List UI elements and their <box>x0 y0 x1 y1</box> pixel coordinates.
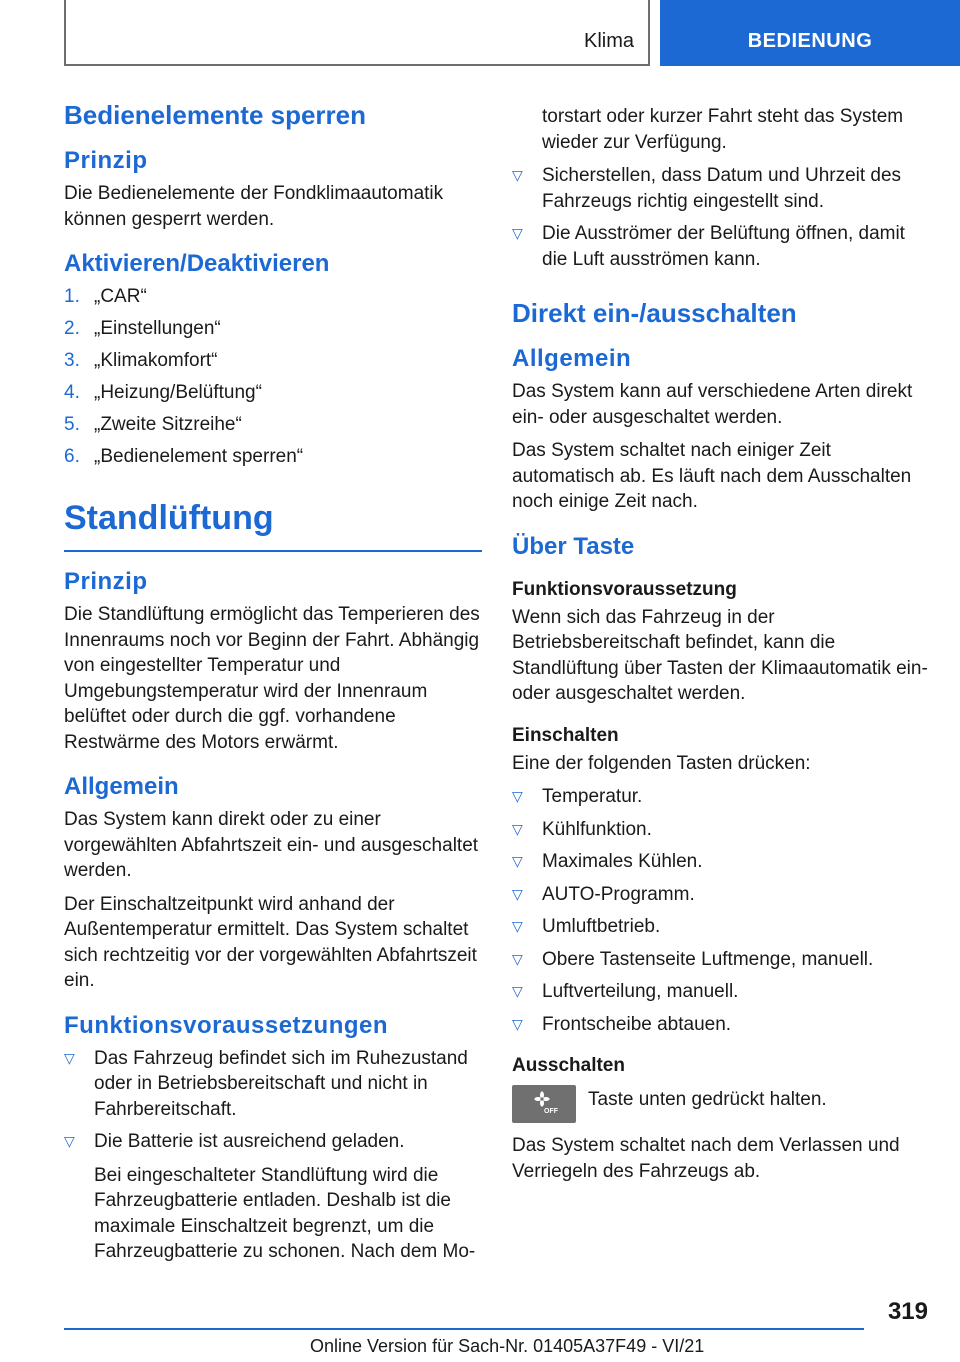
list-item: ▽ Maximales Kühlen. <box>512 849 930 875</box>
list-item: ▽ Sicherstellen, dass Datum und Uhrzeit des Fahrzeugs richtig eingestellt sind. <box>512 165 902 212</box>
einschalten-list <box>512 784 930 1037</box>
list-item: ▽ Luftverteilung, manuell. <box>512 979 930 1005</box>
list-item: 6. „Bedienelement sperren“ <box>64 446 304 467</box>
list-item: ▽ Obere Tastenseite Luftmenge, manuell. <box>512 947 930 973</box>
paragraph-allgemein-right-1: Das System kann auf verschiedene Arten direkt ein- oder ausgeschaltet werden. <box>512 381 913 428</box>
right-column <box>512 104 930 1192</box>
heading-funktionsvoraussetzungen: Funktionsvoraussetzungen <box>64 1011 389 1039</box>
steps-list <box>64 284 482 469</box>
paragraph-continued: torstart oder kurzer Fahrt steht das System wieder zur Verfügung. <box>542 106 904 153</box>
list-item: ▽ Temperatur. <box>512 784 930 810</box>
list-item: ▽ Umluftbetrieb. <box>512 914 930 940</box>
paragraph-allgemein-2: Der Einschaltzeitpunkt wird anhand der Außentemperatur ermittelt. Das System schaltet sich rechtzeitig vor der vorgewählten Abfahrtszeit ein. <box>64 893 477 991</box>
list-item: 1. „CAR“ <box>64 286 147 307</box>
section-title-direkt: Direkt ein-/ausschalten <box>512 298 797 328</box>
heading-allgemein-right: Allgemein <box>512 345 632 372</box>
list-item: ▽ Die Ausströmer der Belüftung öffnen, damit die Luft ausströmen kann. <box>512 223 905 270</box>
list-item: 4. „Heizung/Belüftung“ <box>64 382 262 403</box>
heading-funktionsvoraussetzung: Funktionsvoraussetzung <box>512 578 737 600</box>
triangle-bullet-icon: ▽ <box>64 1133 75 1149</box>
header-chapter-tab <box>660 0 960 66</box>
paragraph-allgemein-1: Das System kann direkt oder zu einer vorgewählten Abfahrtszeit ein- und ausgeschaltet werden. <box>64 809 479 881</box>
chapter-title-standlueftung: Standlüftung <box>64 499 482 552</box>
list-item: ▽ AUTO-Programm. <box>512 882 930 908</box>
footer-online-version: Online Version für Sach-Nr. 01405A37F49 - VI/21 <box>310 1336 705 1356</box>
heading-aktivieren: Aktivieren/Deaktivieren <box>64 250 330 277</box>
requirements-list-continued <box>512 163 930 272</box>
triangle-bullet-icon: ▽ <box>512 918 523 934</box>
heading-ueber-taste: Über Taste <box>512 532 635 560</box>
paragraph-einschalten: Eine der folgenden Tasten drücken: <box>512 752 811 774</box>
triangle-bullet-icon: ▽ <box>512 950 523 967</box>
heading-einschalten: Einschalten <box>512 724 619 746</box>
list-item: 3. „Klimakomfort“ <box>64 350 218 371</box>
triangle-bullet-icon: ▽ <box>512 788 523 804</box>
list-item: 2. „Einstellungen“ <box>64 318 221 339</box>
paragraph-taste: Taste unten gedrückt halten. <box>588 1089 827 1110</box>
list-item: ▽ Die Batterie ist ausreichend geladen. Bei eingeschalteter Standlüftung wird die Fahrzeugbatterie entladen. Deshalb ist die maximale Einschaltzeit begrenzt, um die Fahrzeugbatterie zu schonen. Nach dem Mo- <box>64 1129 482 1265</box>
list-item: 5. „Zweite Sitzreihe“ <box>64 414 242 435</box>
paragraph-prinzip: Die Bedienelemente der Fondklimaautomatik können gesperrt werden. <box>64 183 444 230</box>
requirements-list <box>64 1046 482 1265</box>
triangle-bullet-icon: ▽ <box>512 820 523 837</box>
triangle-bullet-icon: ▽ <box>512 853 523 869</box>
triangle-bullet-icon: ▽ <box>512 1015 523 1032</box>
paragraph-prinzip-2: Die Standlüftung ermöglicht das Temperieren des Innenraums noch vor Beginn der Fahrt. Abhängig von eingestellter Temperatur und Umgebungstemperatur wird der Innenraum belüftet oder durch die ggf. vorhandene Restwärme des Motors erwärmt. <box>64 604 480 753</box>
heading-prinzip-2: Prinzip <box>64 568 148 595</box>
section-title-bedienelemente: Bedienelemente sperren <box>64 100 367 130</box>
bullet-continuation: Bei eingeschalteter Standlüftung wird die Fahrzeugbatterie entladen. Deshalb ist die maximale Einschaltzeit begrenzt, um die Fahrzeugbatterie zu schonen. Nach dem Mo- <box>94 1164 476 1262</box>
list-item: ▽ Das Fahrzeug befindet sich im Ruhezustand oder in Betriebsbereitschaft und nicht in Fahrbereitschaft. <box>64 1047 468 1120</box>
footer-divider <box>64 1328 864 1330</box>
triangle-bullet-icon: ▽ <box>512 983 523 999</box>
off-label: OFF <box>544 1108 558 1115</box>
triangle-bullet-icon: ▽ <box>512 885 523 902</box>
list-item: ▽ Frontscheibe abtauen. <box>512 1012 930 1038</box>
paragraph-allgemein-right-2: Das System schaltet nach einiger Zeit automatisch ab. Es läuft nach dem Ausschalten noch einige Zeit nach. <box>512 440 912 512</box>
paragraph-funktionsvoraussetzung: Wenn sich das Fahrzeug in der Betriebsbereitschaft befindet, kann die Standlüftung über Tasten der Klimaautomatik ein- oder ausgeschaltet werden. <box>512 606 928 704</box>
triangle-bullet-icon: ▽ <box>64 1049 75 1066</box>
header-chapter-label: BEDIENUNG <box>747 30 873 52</box>
fan-off-button-image <box>512 1085 576 1123</box>
heading-allgemein: Allgemein <box>64 773 179 800</box>
paragraph-final: Das System schaltet nach dem Verlassen und Verriegeln des Fahrzeugs ab. <box>512 1135 900 1182</box>
header-section-tab <box>64 0 650 66</box>
fan-icon <box>534 1091 550 1107</box>
heading-ausschalten: Ausschalten <box>512 1055 625 1076</box>
header-section-label: Klima <box>583 30 634 52</box>
list-item: ▽ Kühlfunktion. <box>512 817 930 843</box>
page-number: 319 <box>887 1298 928 1325</box>
taste-row <box>512 1085 930 1123</box>
triangle-bullet-icon: ▽ <box>512 225 523 241</box>
heading-prinzip: Prinzip <box>64 147 148 174</box>
left-column <box>64 100 482 1272</box>
triangle-bullet-icon: ▽ <box>512 167 523 183</box>
